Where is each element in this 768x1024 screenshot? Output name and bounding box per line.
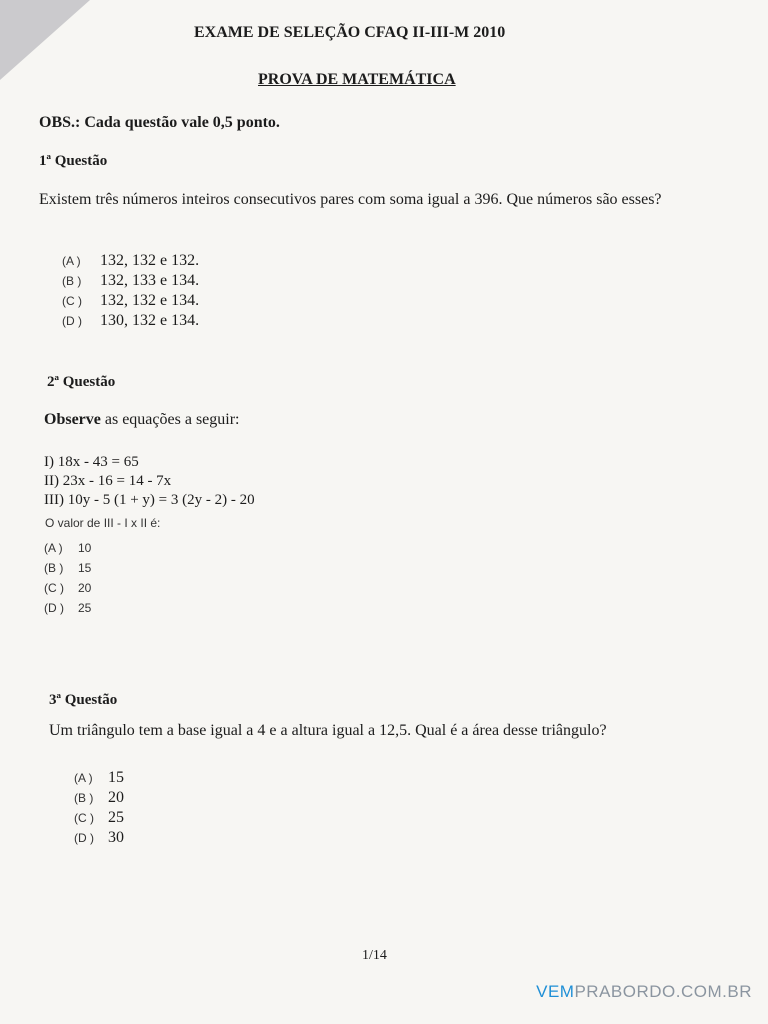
equation-2: II) 23x - 16 = 14 - 7x — [44, 473, 172, 489]
site-watermark — [536, 982, 752, 1002]
option-text: 132, 133 e 134. — [100, 272, 200, 289]
option-text: 30 — [108, 829, 124, 846]
option-text: 130, 132 e 134. — [100, 312, 200, 329]
question-1-option-a[interactable] — [62, 252, 199, 272]
equation-3: III) 10y - 5 (1 + y) = 3 (2y - 2) - 20 — [44, 492, 255, 508]
question-2-intro — [44, 411, 239, 429]
option-letter: (B ) — [74, 791, 94, 805]
option-letter: (D ) — [44, 601, 64, 615]
question-2-options — [44, 541, 91, 621]
question-2-option-a[interactable] — [44, 541, 91, 561]
question-2-heading: 2ª Questão — [47, 374, 116, 390]
option-letter: (B ) — [62, 274, 82, 288]
question-1-option-d[interactable] — [62, 312, 199, 332]
page-corner-fold — [0, 0, 90, 80]
option-letter: (D ) — [62, 314, 82, 328]
option-letter: (B ) — [44, 561, 64, 575]
option-letter: (A ) — [74, 771, 93, 785]
option-text: 15 — [78, 561, 92, 575]
option-letter: (A ) — [62, 254, 81, 268]
question-2-option-d[interactable] — [44, 601, 91, 621]
question-2-intro-bold: Observe — [44, 411, 101, 428]
question-3-options — [74, 769, 124, 849]
question-1-text: Existem três números inteiros consecutivos pares com soma igual a 396. Que números são esses? — [39, 191, 662, 208]
option-letter: (A ) — [44, 541, 63, 555]
exam-subtitle: PROVA DE MATEMÁTICA — [258, 71, 456, 88]
question-3-option-d[interactable] — [74, 829, 124, 849]
question-1-heading: 1ª Questão — [39, 153, 108, 169]
question-2-intro-rest: as equações a seguir: — [100, 411, 240, 428]
option-text: 132, 132 e 132. — [100, 252, 200, 269]
question-2-prompt: O valor de III - I x II é: — [45, 516, 161, 530]
option-text: 25 — [78, 601, 92, 615]
page-number: 1/14 — [362, 948, 387, 963]
exam-title: EXAME DE SELEÇÃO CFAQ II-III-M 2010 — [194, 24, 506, 41]
option-text: 25 — [108, 809, 124, 826]
question-1-options — [62, 252, 199, 332]
question-3-heading: 3ª Questão — [49, 692, 118, 708]
question-2-option-c[interactable] — [44, 581, 91, 601]
option-text: 132, 132 e 134. — [100, 292, 200, 309]
option-text: 10 — [78, 541, 92, 555]
option-text: 20 — [108, 789, 124, 806]
option-text: 20 — [78, 581, 92, 595]
question-1-option-c[interactable] — [62, 292, 199, 312]
watermark-part-1: VEM — [536, 982, 575, 1001]
option-text: 15 — [108, 769, 124, 786]
option-letter: (D ) — [74, 831, 94, 845]
question-3-option-b[interactable] — [74, 789, 124, 809]
option-letter: (C ) — [44, 581, 64, 595]
option-letter: (C ) — [74, 811, 94, 825]
question-1-option-b[interactable] — [62, 272, 199, 292]
question-3-option-c[interactable] — [74, 809, 124, 829]
option-letter: (C ) — [62, 294, 82, 308]
question-3-text: Um triângulo tem a base igual a 4 e a altura igual a 12,5. Qual é a área desse triângulo? — [49, 722, 607, 739]
question-3-option-a[interactable] — [74, 769, 124, 789]
equation-1: I) 18x - 43 = 65 — [44, 454, 139, 470]
exam-note: OBS.: Cada questão vale 0,5 ponto. — [39, 114, 280, 131]
question-2-option-b[interactable] — [44, 561, 91, 581]
watermark-part-2: PRABORDO.COM.BR — [574, 982, 752, 1001]
